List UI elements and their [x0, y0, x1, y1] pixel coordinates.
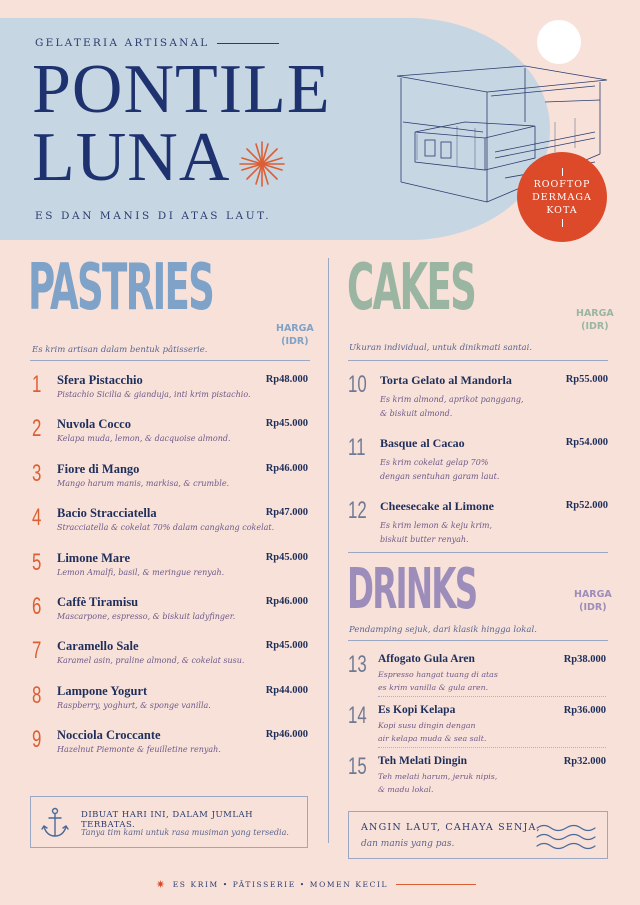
pastry-item [32, 549, 308, 589]
pastries-idr-label: (IDR) [281, 336, 309, 347]
eyebrow-rule [217, 43, 279, 44]
cake-item-description: Es krim almond, aprikot panggang, & biskuit almond. [380, 395, 524, 418]
pastry-item-price: Rp46.000 [265, 596, 308, 607]
pastry-item-price: Rp44.000 [265, 684, 308, 696]
drink-item-price: Rp36.000 [563, 705, 606, 716]
pastries-harga-label: HARGA [276, 323, 314, 334]
badge-tick-bottom [562, 219, 563, 227]
pastry-item-number: 4 [32, 504, 42, 532]
pastry-item-name: Limone Mare [57, 550, 131, 565]
pastry-item-description: Kelapa muda, lemon, & dacquoise almond. [57, 434, 231, 444]
drink-item-number: 14 [348, 702, 367, 729]
drink-item-number: 15 [348, 753, 367, 780]
cake-item [348, 434, 608, 493]
drink-item-name: Affogato Gula Aren [378, 653, 475, 665]
drinks-note-line2: dan manis yang pas. [361, 839, 455, 849]
pastries-price-header [276, 322, 314, 348]
pastry-item-description: Stracciatella & cokelat 70% dalam cangkang cokelat. [57, 523, 275, 533]
pastry-item-name: Nuvola Cocco [57, 417, 131, 432]
cake-item-description: Es krim lemon & keju krim, biskuit butter renyah. [380, 521, 493, 544]
pastry-item-description: Pistachio Sicilia & gianduja, inti krim pistachio. [57, 390, 251, 399]
anchor-icon [41, 807, 69, 839]
column-divider [328, 258, 329, 843]
cake-item-price: Rp52.000 [565, 500, 608, 511]
pastry-item-name: Bacio Stracciatella [57, 506, 157, 521]
pastry-item [32, 415, 308, 455]
brand-title-line2: LUNA [32, 119, 231, 196]
footer-star-icon: ✷ [155, 878, 167, 891]
cakes-heading: CAKES [347, 251, 476, 325]
pastry-item-description: Mascarpone, espresso, & biskuit ladyfinger. [57, 612, 236, 621]
drinks-subtitle: Pendamping sejuk, dari klasik hingga lokal. [349, 625, 537, 635]
pastry-item-description: Mango harum manis, markisa, & crumble. [57, 478, 230, 488]
pastries-note-line2: Tanya tim kami untuk rasa musiman yang tersedia. [81, 828, 289, 837]
cake-item-number: 11 [348, 434, 366, 461]
cake-item-number: 12 [348, 497, 367, 524]
pastry-item-number: 9 [32, 726, 42, 754]
pastries-rule [30, 360, 310, 361]
pastry-item-price: Rp45.000 [265, 551, 308, 563]
pastry-item-name: Caffè Tiramisu [57, 595, 139, 609]
footer-rule [396, 884, 476, 885]
cake-item [348, 371, 608, 430]
pastry-item-description: Karamel asin, praline almond, & cokelat susu. [57, 656, 245, 666]
drink-item-number: 13 [348, 651, 367, 678]
drinks-price-header [574, 588, 612, 614]
pastry-item [32, 460, 308, 500]
pastry-item-name: Fiore di Mango [57, 461, 140, 476]
moon-circle [537, 20, 581, 64]
pastry-item [32, 504, 308, 544]
badge-tick-top [562, 168, 563, 176]
pastry-item-price: Rp48.000 [265, 374, 308, 385]
pastry-item-number: 6 [32, 593, 42, 620]
cakes-idr-label: (IDR) [581, 321, 609, 332]
drinks-idr-label: (IDR) [579, 602, 607, 613]
cake-item-price: Rp54.000 [565, 437, 608, 448]
pastry-item-description: Hazelnut Piemonte & feuilletine renyah. [57, 745, 221, 755]
pastry-item-name: Nocciola Croccante [57, 728, 161, 743]
drink-separator [378, 747, 606, 748]
footer-text: ES KRIM • PÂTISSERIE • MOMEN KECIL [172, 880, 389, 889]
cake-item-name: Cheesecake al Limone [380, 499, 494, 513]
pastry-item-price: Rp46.000 [265, 729, 308, 741]
drink-item-price: Rp32.000 [563, 756, 606, 767]
cakes-subtitle: Ukuran individual, untuk dinikmati santai. [349, 343, 533, 353]
pastry-item [32, 682, 308, 722]
drink-item-description: Teh melati harum, jeruk nipis, & madu lokal. [378, 772, 498, 794]
waves-icon [535, 822, 597, 852]
pastry-item [32, 371, 308, 411]
eyebrow [35, 37, 279, 49]
cakes-harga-label: HARGA [576, 308, 614, 319]
drink-item-description: Espresso hangat tuang di atas es krim vanilla & gula aren. [378, 670, 498, 692]
cake-item-description: Es krim cokelat gelap 70% dengan sentuhan garam laut. [380, 458, 500, 481]
pastry-item-description: Raspberry, yoghurt, & sponge vanilla. [57, 700, 211, 710]
tagline: ES DAN MANIS DI ATAS LAUT. [35, 210, 272, 222]
drink-item-name: Teh Melati Dingin [378, 755, 468, 767]
drinks-note-box [348, 811, 608, 859]
drinks-harga-label: HARGA [574, 589, 612, 600]
cake-item-name: Torta Gelato al Mandorla [380, 373, 512, 387]
drink-item-price: Rp38.000 [563, 654, 606, 665]
pastry-item [32, 726, 308, 766]
cakes-bottom-rule [348, 552, 608, 553]
drinks-rule [348, 640, 608, 641]
drink-item-name: Es Kopi Kelapa [378, 704, 456, 716]
eyebrow-text: GELATERIA ARTISANAL [35, 37, 210, 49]
pastry-item-number: 7 [32, 637, 42, 665]
cakes-rule [348, 360, 608, 361]
pastry-item-description: Lemon Amalfi, basil, & meringue renyah. [57, 567, 225, 577]
pastry-item-name: Lampone Yogurt [57, 683, 148, 698]
drink-item [348, 651, 606, 698]
brand-title-line1: PONTILE [32, 51, 331, 128]
pastry-item [32, 593, 308, 633]
pastry-item-name: Caramello Sale [57, 639, 139, 654]
pastry-item-price: Rp45.000 [265, 418, 308, 430]
drink-separator [378, 696, 606, 697]
pastry-item-number: 1 [32, 371, 42, 398]
pastry-item-price: Rp45.000 [265, 640, 308, 652]
footer [0, 878, 640, 891]
drinks-note-line1: ANGIN LAUT, CAHAYA SENJA, [361, 822, 541, 833]
drink-item [348, 702, 606, 749]
badge-line3: KOTA [546, 204, 578, 216]
cake-item [348, 497, 608, 556]
cake-item-name: Basque al Cacao [380, 436, 465, 450]
pastry-item-name: Sfera Pistacchio [57, 373, 143, 387]
cakes-price-header [576, 307, 614, 333]
pastry-item-number: 5 [32, 548, 42, 576]
pastries-note-line1: DIBUAT HARI INI, DALAM JUMLAH TERBATAS. [81, 810, 254, 830]
pastry-item-number: 8 [32, 681, 42, 709]
badge-line1: ROOFTOP [533, 178, 591, 190]
drinks-heading: DRINKS [347, 557, 477, 622]
pastries-heading: PASTRIES [28, 251, 214, 325]
pastry-item [32, 637, 308, 677]
star-icon [238, 140, 286, 188]
pastry-item-number: 3 [32, 459, 42, 487]
pastry-item-number: 2 [32, 415, 42, 443]
drink-item-description: Kopi susu dingin dengan air kelapa muda & sea salt. [378, 721, 487, 743]
pastries-note-box [30, 796, 308, 848]
pastry-item-price: Rp46.000 [265, 462, 308, 474]
rooftop-badge [517, 152, 607, 242]
cake-item-number: 10 [348, 371, 367, 398]
pastries-subtitle: Es krim artisan dalam bentuk pâtisserie. [32, 345, 208, 355]
cake-item-price: Rp55.000 [565, 374, 608, 385]
pastry-item-price: Rp47.000 [265, 507, 308, 519]
badge-line2: DERMAGA [532, 191, 592, 203]
drink-item [348, 753, 606, 800]
